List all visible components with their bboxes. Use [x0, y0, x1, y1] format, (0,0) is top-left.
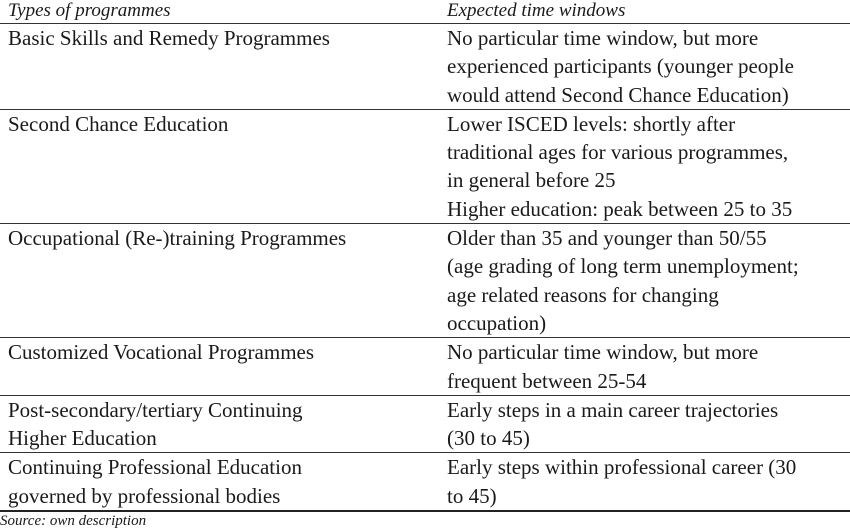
time-window-cell: Older than 35 and younger than 50/55 (age grading of long term unemployment; age related reasons for changing occupation): [439, 224, 850, 338]
table-row: [0, 24, 850, 110]
header-expected-time-windows: Expected time windows: [439, 0, 850, 24]
table-row: [0, 224, 850, 338]
table-row: [0, 395, 850, 453]
time-window-cell: Early steps in a main career trajectories (30 to 45): [439, 395, 850, 453]
table-row: [0, 109, 850, 223]
programme-type-cell: Post-secondary/tertiary Continuing Higher Education: [0, 395, 439, 453]
table-row: [0, 453, 850, 511]
table-header-row: [0, 0, 850, 24]
time-window-cell: No particular time window, but more frequent between 25-54: [439, 338, 850, 396]
programme-type-cell: Continuing Professional Education governed by professional bodies: [0, 453, 439, 511]
programme-type-cell: Customized Vocational Programmes: [0, 338, 439, 396]
time-window-cell: Lower ISCED levels: shortly after traditional ages for various programmes, in general before 25 Higher education: peak between 25 to 35: [439, 109, 850, 223]
time-window-cell: Early steps within professional career (30 to 45): [439, 453, 850, 511]
programme-type-cell: Occupational (Re-)training Programmes: [0, 224, 439, 338]
time-window-cell: No particular time window, but more experienced participants (younger people would attend Second Chance Education): [439, 24, 850, 110]
programme-type-cell: Second Chance Education: [0, 109, 439, 223]
table-row: [0, 338, 850, 396]
source-note: Source: own description: [0, 513, 147, 529]
header-types-of-programmes: Types of programmes: [0, 0, 439, 24]
programme-type-cell: Basic Skills and Remedy Programmes: [0, 24, 439, 110]
